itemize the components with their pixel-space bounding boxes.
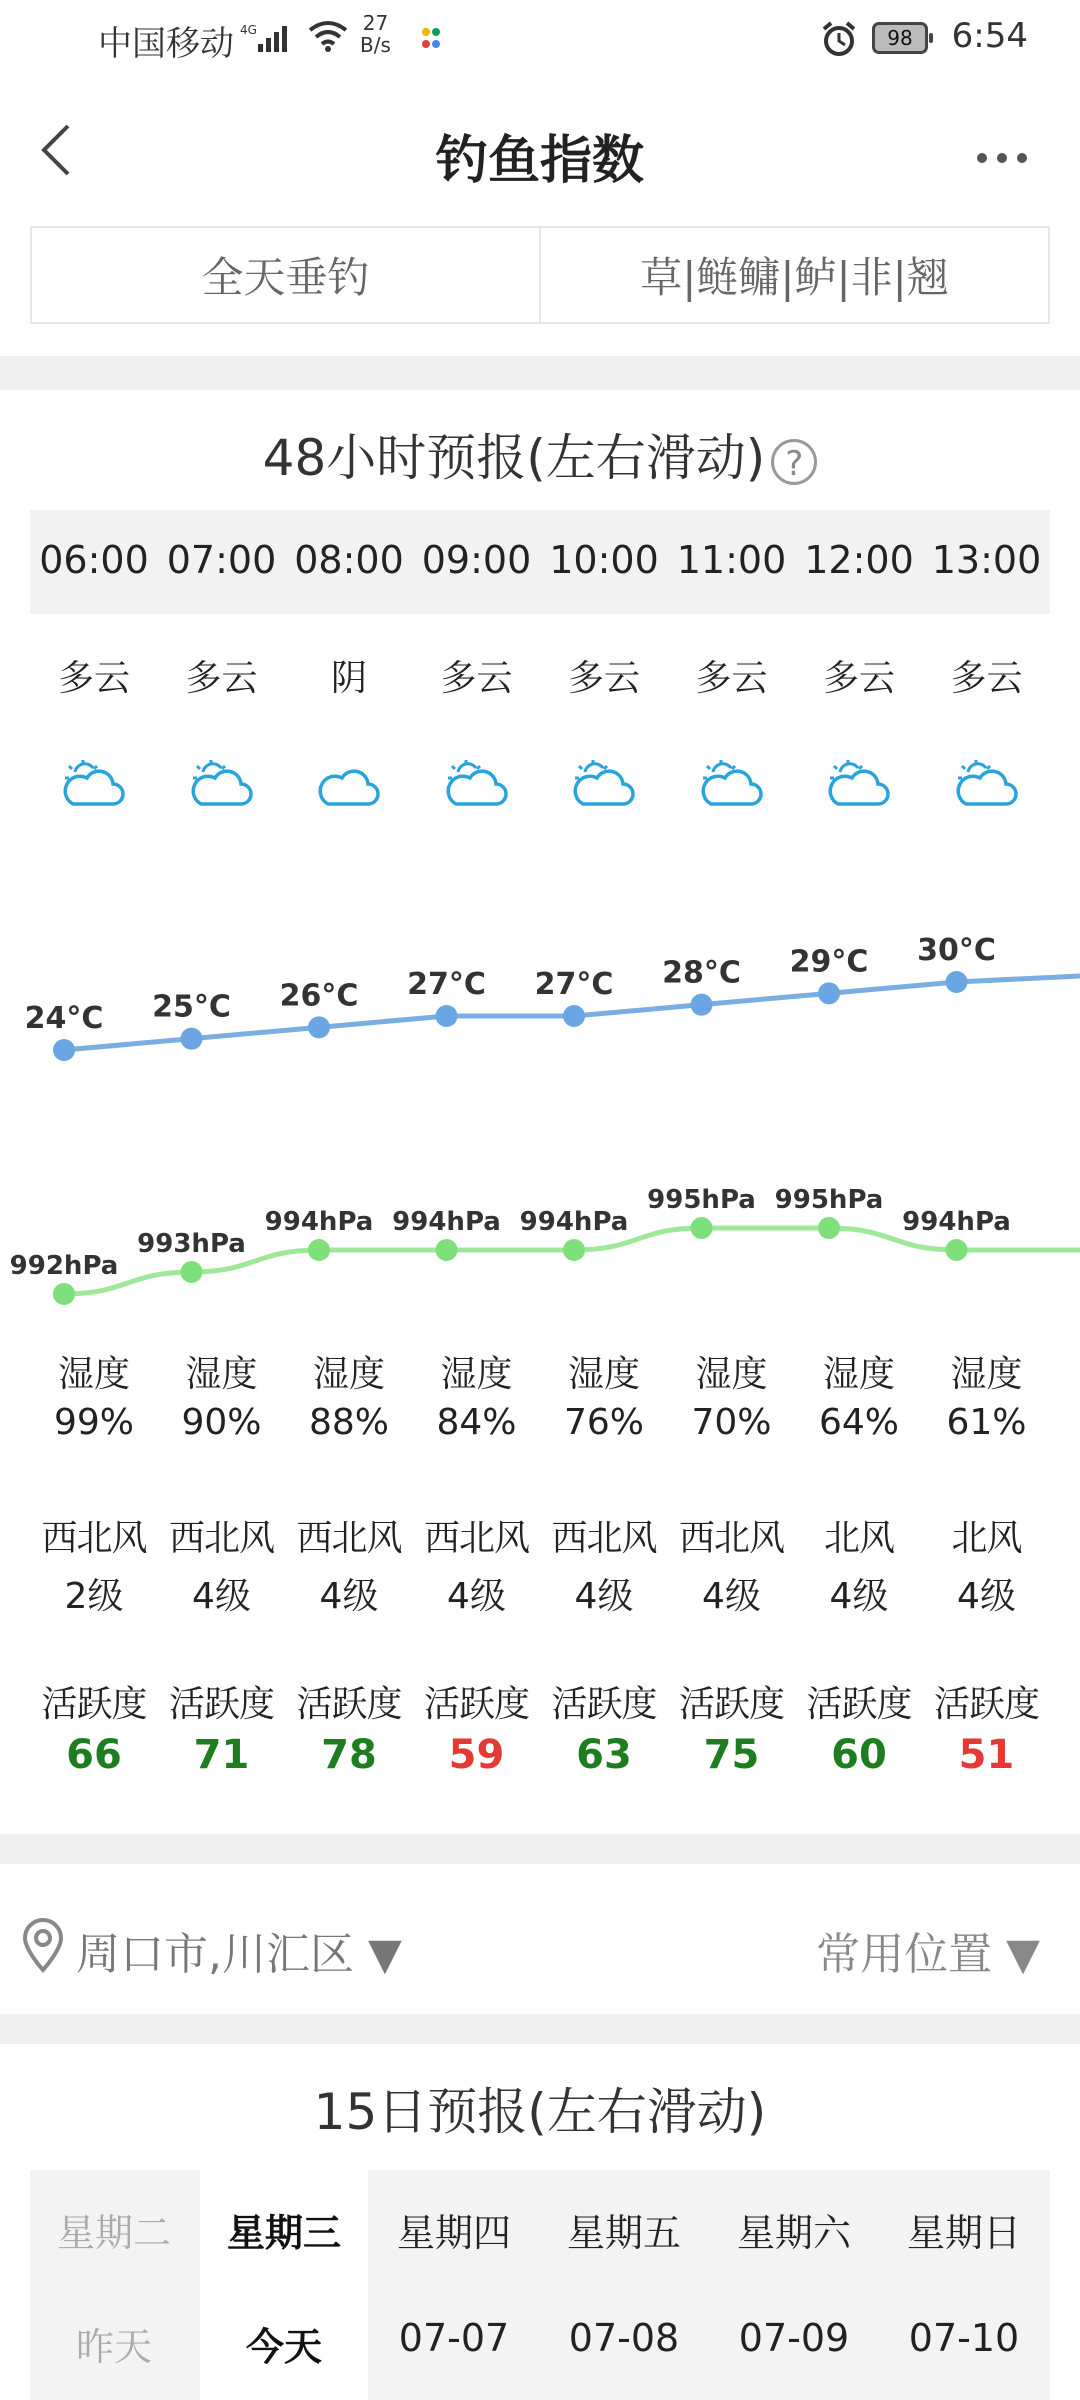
activity-value: 60 (831, 1732, 887, 1778)
tab-fish-species[interactable]: 草|鲢鳙|鲈|非|翘 (539, 228, 1048, 322)
humidity-label: 湿度 (695, 1354, 768, 1395)
wind-level: 4级 (319, 1576, 379, 1617)
wind-level: 4级 (447, 1576, 506, 1617)
pressure-point (308, 1239, 330, 1261)
humidity-value: 61% (946, 1402, 1027, 1443)
hour-time: 13:00 (931, 538, 1042, 582)
pressure-point (53, 1283, 75, 1305)
hour-time: 06:00 (39, 538, 149, 582)
hour-time: 07:00 (166, 538, 277, 582)
activity-label: 活跃度 (423, 1684, 529, 1725)
section-divider (0, 1834, 1080, 1864)
temperature-point (946, 971, 968, 993)
wind-direction: 西北风 (168, 1518, 274, 1559)
partly-cloudy-icon (158, 760, 286, 816)
activity-value: 78 (321, 1732, 377, 1778)
temperature-point (818, 982, 840, 1004)
daily-weekday: 星期五 (566, 2211, 681, 2255)
pressure-label: 992hPa (9, 1251, 119, 1281)
temperature-point (308, 1016, 330, 1038)
battery-icon: 98 (872, 22, 928, 54)
partly-cloudy-icon (668, 760, 796, 816)
partly-cloudy-icon (540, 760, 668, 816)
temperature-label: 29°C (789, 944, 869, 980)
humidity-label: 湿度 (312, 1354, 385, 1395)
wind-direction: 北风 (951, 1518, 1022, 1559)
temperature-point (691, 994, 713, 1016)
hour-condition: 多云 (57, 658, 130, 699)
daily-weekday: 星期二 (56, 2211, 171, 2255)
hour-condition: 多云 (185, 658, 258, 699)
cloudy-icon (285, 760, 413, 816)
daily-date: 07-09 (738, 2316, 850, 2360)
wind-direction: 西北风 (678, 1518, 784, 1559)
app-notification-icon (420, 26, 444, 58)
alarm-icon (820, 20, 858, 62)
daily-weekday: 星期四 (396, 2211, 511, 2255)
humidity-value: 76% (563, 1402, 644, 1443)
svg-text:4G: 4G (240, 23, 257, 37)
pressure-point (563, 1239, 585, 1261)
net-speed-value: 27 (362, 11, 389, 35)
partly-cloudy-icon (413, 760, 541, 816)
temperature-point (181, 1028, 203, 1050)
activity-value: 66 (66, 1732, 122, 1778)
activity-value: 51 (958, 1732, 1015, 1778)
humidity-value: 99% (53, 1402, 134, 1443)
hourly-title (0, 418, 1080, 490)
activity-value: 71 (193, 1732, 250, 1778)
activity-value: 75 (703, 1732, 760, 1778)
activity-label: 活跃度 (41, 1684, 147, 1725)
pressure-point (436, 1239, 458, 1261)
humidity-value: 70% (691, 1402, 772, 1443)
help-icon[interactable]: ? (771, 439, 817, 485)
partly-cloudy-icon (30, 760, 158, 816)
temperature-point (53, 1039, 75, 1061)
wind-direction: 西北风 (296, 1518, 402, 1559)
humidity-label: 湿度 (440, 1354, 513, 1395)
hour-condition: 阴 (330, 658, 367, 699)
temperature-label: 27°C (534, 967, 614, 1002)
humidity-value: 84% (436, 1402, 517, 1443)
hour-condition: 多云 (950, 658, 1023, 699)
clock-time: 6:54 (951, 16, 1028, 56)
activity-label: 活跃度 (551, 1684, 657, 1725)
temperature-label: 27°C (407, 967, 486, 1002)
pressure-label: 994hPa (264, 1207, 374, 1237)
temperature-label: 25°C (152, 989, 231, 1025)
more-button[interactable] (974, 118, 1030, 181)
temperature-point (563, 1005, 585, 1027)
hour-condition: 多云 (822, 658, 895, 699)
pressure-label: 995hPa (647, 1185, 756, 1215)
carrier-name: 中国移动 (98, 24, 234, 64)
pressure-point (691, 1217, 713, 1239)
wind-level: 4级 (574, 1576, 634, 1617)
status-bar (0, 0, 1080, 80)
daily-title: 15日预报(左右滑动) (313, 2083, 767, 2141)
wind-level: 4级 (702, 1576, 761, 1617)
more-horizontal-icon (974, 148, 1030, 168)
activity-label: 活跃度 (678, 1684, 784, 1725)
daily-date: 07-10 (908, 2316, 1020, 2360)
daily-date: 今天 (245, 2325, 322, 2369)
wind-level: 4级 (957, 1576, 1016, 1617)
wind-level: 2级 (64, 1576, 124, 1617)
temperature-label: 26°C (279, 978, 359, 1014)
section-divider (0, 356, 1080, 390)
activity-value: 63 (576, 1732, 632, 1778)
temperature-label: 24°C (24, 1001, 104, 1036)
humidity-value: 90% (181, 1402, 262, 1443)
humidity-label: 湿度 (567, 1354, 640, 1395)
hour-condition: 多云 (440, 658, 513, 699)
hourly-chart (0, 900, 1080, 1320)
temperature-label: 30°C (917, 933, 996, 968)
section-divider (0, 2014, 1080, 2044)
pressure-label: 995hPa (774, 1185, 884, 1215)
location-selector[interactable]: 周口市,川汇区 ▼ (76, 1929, 402, 1980)
partly-cloudy-icon (795, 760, 923, 816)
humidity-label: 湿度 (822, 1354, 895, 1395)
tab-all-day[interactable]: 全天垂钓 (201, 253, 370, 302)
activity-label: 活跃度 (296, 1684, 402, 1725)
daily-date: 昨天 (75, 2325, 152, 2369)
humidity-label: 湿度 (57, 1354, 130, 1395)
wifi-icon (306, 18, 350, 58)
daily-weekday: 星期六 (736, 2211, 851, 2255)
humidity-label: 湿度 (950, 1354, 1023, 1395)
daily-date: 07-07 (398, 2316, 510, 2360)
wind-level: 4级 (192, 1576, 251, 1617)
pressure-label: 994hPa (902, 1207, 1011, 1237)
hourly-title-text: 48小时预报(左右滑动) (262, 429, 766, 487)
activity-label: 活跃度 (933, 1684, 1039, 1725)
pressure-point (181, 1261, 203, 1283)
daily-date: 07-08 (568, 2316, 680, 2360)
hour-time: 09:00 (421, 538, 532, 582)
temperature-point (436, 1005, 458, 1027)
pressure-point (946, 1239, 968, 1261)
temperature-label: 28°C (662, 955, 741, 991)
net-speed (360, 12, 391, 56)
humidity-label: 湿度 (185, 1354, 258, 1395)
location-pin-icon (20, 1918, 66, 1974)
humidity-value: 64% (818, 1402, 899, 1443)
activity-value: 59 (448, 1732, 505, 1778)
wind-direction: 北风 (823, 1518, 894, 1559)
net-speed-unit: B/s (360, 33, 391, 57)
wind-direction: 西北风 (551, 1518, 657, 1559)
humidity-value: 88% (308, 1402, 389, 1443)
hour-condition: 多云 (695, 658, 768, 699)
daily-weekday: 星期三 (226, 2211, 341, 2255)
wind-direction: 西北风 (41, 1518, 147, 1559)
common-location-selector[interactable]: 常用位置 ▼ (816, 1929, 1040, 1980)
hour-time: 08:00 (294, 538, 404, 582)
signal-icon (240, 22, 300, 58)
daily-weekday: 星期日 (906, 2211, 1021, 2255)
page-title: 钓鱼指数 (435, 131, 644, 191)
fishing-tabs (30, 226, 1050, 324)
activity-label: 活跃度 (806, 1684, 912, 1725)
hour-time: 12:00 (804, 538, 914, 582)
activity-label: 活跃度 (168, 1684, 274, 1725)
pressure-point (818, 1217, 840, 1239)
partly-cloudy-icon (923, 760, 1051, 816)
pressure-label: 993hPa (137, 1229, 246, 1259)
hour-time: 11:00 (676, 538, 787, 582)
wind-direction: 西北风 (423, 1518, 529, 1559)
pressure-label: 994hPa (519, 1207, 629, 1237)
wind-level: 4级 (829, 1576, 889, 1617)
hour-condition: 多云 (567, 658, 640, 699)
pressure-label: 994hPa (392, 1207, 501, 1237)
hour-time: 10:00 (549, 538, 659, 582)
